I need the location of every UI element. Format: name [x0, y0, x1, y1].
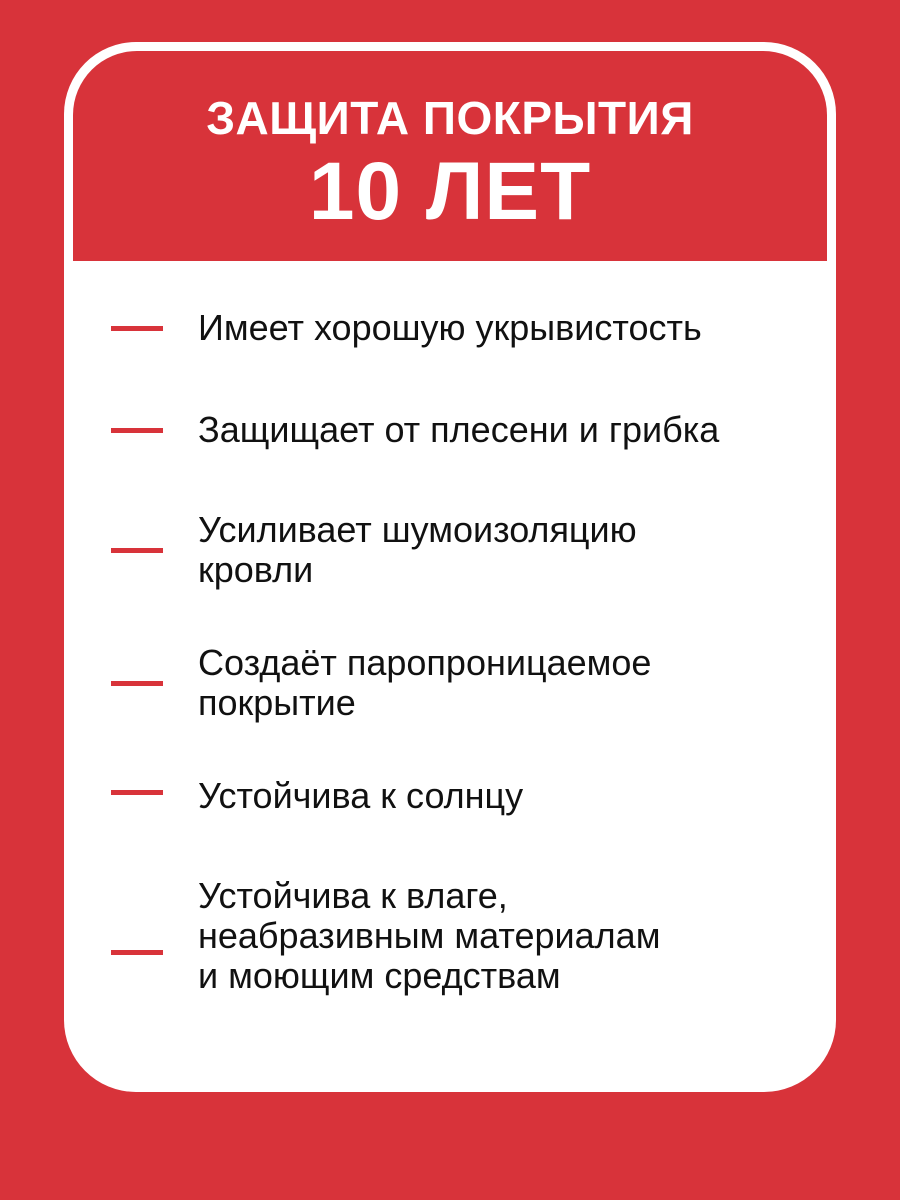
header-subtitle: ЗАЩИТА ПОКРЫТИЯ: [206, 92, 694, 144]
feature-text: Усиливает шумоизоляцию кровли: [198, 509, 637, 590]
feature-text: Устойчива к солнцу: [198, 775, 524, 816]
dash-bullet-icon: [111, 326, 163, 331]
dash-bullet-icon: [111, 548, 163, 553]
feature-list: [64, 42, 836, 1092]
feature-text: Имеет хорошую укрывистость: [198, 307, 702, 348]
header-title: 10 ЛЕТ: [308, 146, 592, 237]
feature-text: Создаёт паропроницаемое покрытие: [198, 642, 652, 723]
dash-bullet-icon: [111, 428, 163, 433]
dash-bullet-icon: [111, 950, 163, 955]
dash-bullet-icon: [111, 681, 163, 686]
dash-bullet-icon: [111, 790, 163, 795]
feature-card: [64, 42, 836, 1092]
feature-text: Устойчива к влаге, неабразивным материалам и моющим средствам: [198, 875, 661, 996]
feature-text: Защищает от плесени и грибка: [198, 409, 720, 450]
